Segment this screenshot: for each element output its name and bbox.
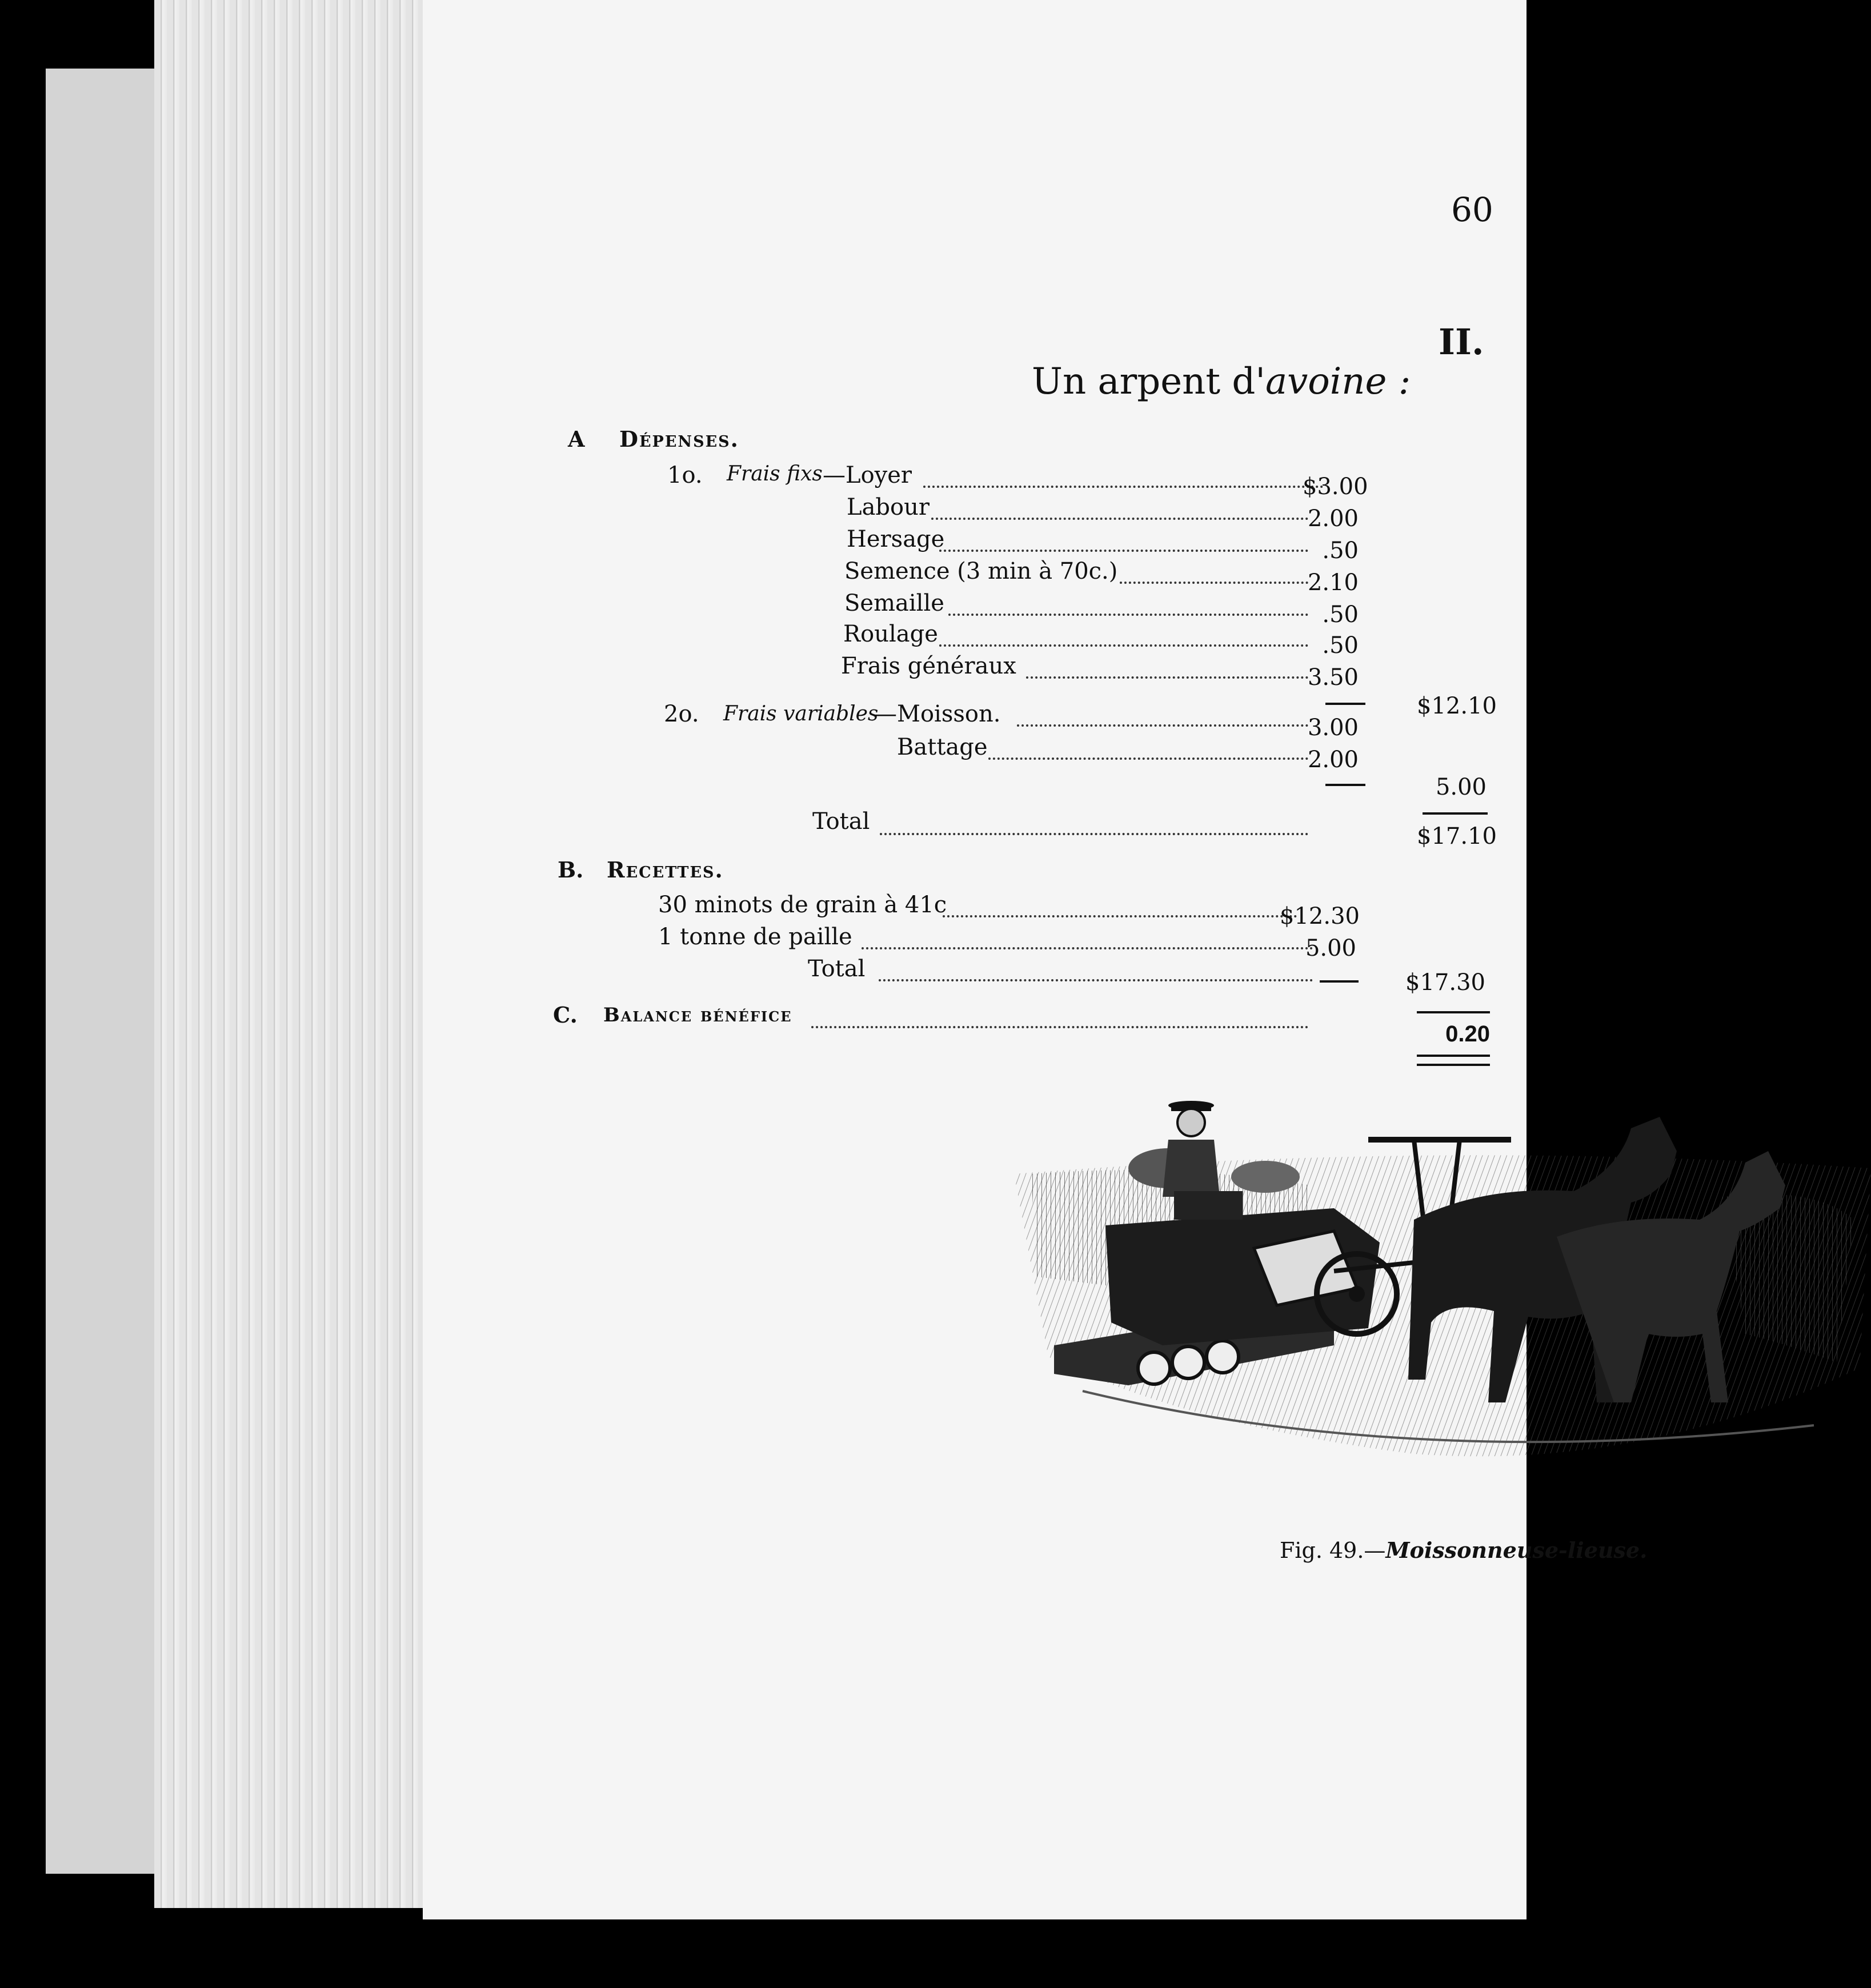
section-a-total-label: Total <box>812 808 870 835</box>
leader-dots <box>811 1026 1308 1028</box>
page-heading <box>1032 360 1411 403</box>
total-rule <box>1423 812 1488 815</box>
fixed-item-label: Semence (3 min à 70c.) <box>844 558 1118 584</box>
fixed-costs-label: Frais fixs <box>727 462 823 486</box>
fixed-item-amount: $3.00 <box>1303 474 1368 500</box>
fixed-item-label: —Loyer <box>823 462 912 488</box>
section-a-title: Dépenses. <box>619 426 739 452</box>
fixed-item-amount: 2.00 <box>1307 506 1359 532</box>
balance-amount: 0.20 <box>1445 1021 1490 1047</box>
fixed-item-label: Hersage <box>847 526 945 552</box>
leader-dots <box>1017 724 1308 727</box>
receipt-item-label: 30 minots de grain à 41c <box>658 892 947 918</box>
fixed-item-amount: 3.50 <box>1307 664 1359 691</box>
leader-dots <box>948 614 1308 616</box>
leader-dots <box>939 550 1308 552</box>
harvester-illustration <box>1014 1105 1871 1494</box>
heading-prefix: Un arpent d' <box>1032 360 1265 403</box>
fixed-item-amount: .50 <box>1322 602 1359 628</box>
book-page <box>423 0 1648 1919</box>
fixed-item-label: Semaille <box>844 590 944 616</box>
section-c-letter: C. <box>553 1002 578 1028</box>
leader-dots <box>1120 582 1308 584</box>
variable-costs-label: Frais variables <box>723 702 879 726</box>
receipt-item-amount: $12.30 <box>1280 903 1360 929</box>
leader-dots <box>879 979 1313 981</box>
receipt-item-label: 1 tonne de paille <box>658 924 852 950</box>
section-numeral: II. <box>1439 321 1484 363</box>
leader-dots <box>943 915 1297 917</box>
heading-italic: avoine : <box>1265 360 1411 403</box>
page-fore-edge <box>154 0 434 1908</box>
leader-dots <box>988 757 1308 760</box>
leader-dots <box>923 486 1323 488</box>
variable-item-amount: 3.00 <box>1307 715 1359 741</box>
balance-rule-top <box>1417 1011 1490 1013</box>
receipt-item-amount: 5.00 <box>1305 935 1356 961</box>
balance-rule-double <box>1417 1064 1490 1066</box>
section-b-letter: B. <box>558 857 584 883</box>
caption-prefix: Fig. 49.— <box>1280 1538 1386 1563</box>
section-b-title: Recettes. <box>607 857 724 883</box>
section-b-total-amount: $17.30 <box>1405 969 1485 996</box>
fixed-subtotal: $12.10 <box>1417 693 1497 719</box>
page-number: 60 <box>1451 190 1493 229</box>
leader-dots <box>862 947 1313 949</box>
total-rule <box>1320 980 1359 983</box>
fixed-item-label: Frais généraux <box>841 653 1016 679</box>
leader-dots <box>1026 676 1308 679</box>
section-c-title: Balance bénéfice <box>603 1004 792 1027</box>
book-cover-edge <box>46 69 166 1874</box>
subtotal-rule <box>1325 703 1365 705</box>
fixed-item-label: Roulage <box>843 621 938 647</box>
fixed-costs-prefix: 1o. <box>667 462 703 488</box>
subtotal-rule <box>1325 784 1365 786</box>
fixed-item-amount: .50 <box>1322 632 1359 659</box>
leader-dots <box>880 833 1308 835</box>
fixed-item-label: Labour <box>847 494 930 520</box>
fixed-item-amount: .50 <box>1322 538 1359 564</box>
balance-rule-double <box>1417 1055 1490 1057</box>
variable-item-amount: 2.00 <box>1307 747 1359 773</box>
variable-costs-prefix: 2o. <box>664 701 699 727</box>
figure-caption <box>1280 1537 1648 1563</box>
section-a-total-amount: $17.10 <box>1417 823 1497 849</box>
leader-dots <box>931 518 1308 520</box>
variable-subtotal: 5.00 <box>1435 774 1487 800</box>
variable-item-label: —Moisson. <box>874 701 1001 727</box>
section-a-letter: A <box>568 426 585 452</box>
section-b-total-label: Total <box>808 956 866 982</box>
caption-italic: Moissonneuse-lieuse. <box>1385 1537 1648 1563</box>
leader-dots <box>939 644 1308 647</box>
fixed-item-amount: 2.10 <box>1307 570 1359 596</box>
variable-item-label: Battage <box>897 734 988 760</box>
